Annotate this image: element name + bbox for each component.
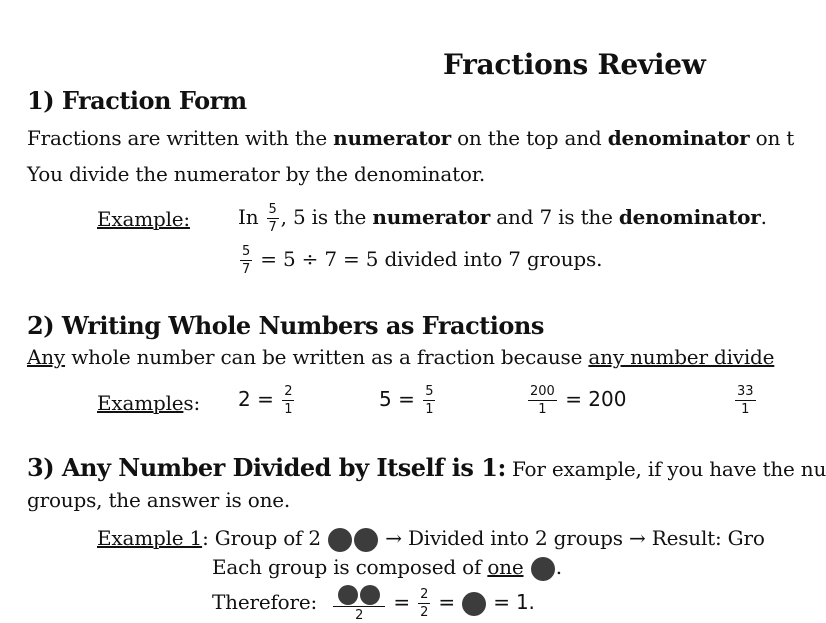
equals-sign: = bbox=[438, 590, 455, 614]
text-run: → Divided into 2 groups → Result: Gro bbox=[379, 526, 765, 550]
text-run: For example, if you have the nu bbox=[505, 457, 826, 481]
fraction bbox=[423, 385, 435, 416]
fraction-denominator: 1 bbox=[741, 402, 750, 417]
section-3-paragraph-2: groups, the answer is one. bbox=[27, 488, 291, 512]
example-200-over-1 bbox=[526, 385, 626, 416]
example-1-line-3 bbox=[212, 585, 535, 622]
dot-icon bbox=[531, 557, 555, 581]
division-equation: = 5 ÷ 7 = 5 divided into 7 groups. bbox=[260, 247, 603, 271]
example-1-line bbox=[97, 526, 765, 552]
examples-label-colon: : bbox=[193, 391, 201, 415]
dot-icon bbox=[328, 528, 352, 552]
bold-numerator: numerator bbox=[333, 126, 451, 150]
fraction-denominator: 2 bbox=[355, 608, 364, 623]
example-line-1 bbox=[238, 203, 767, 234]
text-run: , 5 is the bbox=[280, 205, 373, 229]
section-1-heading: 1) Fraction Form bbox=[27, 86, 247, 115]
dot-icon bbox=[462, 592, 486, 616]
text-run: . bbox=[555, 555, 562, 579]
bold-numerator: numerator bbox=[372, 205, 491, 229]
fraction-denominator: 1 bbox=[538, 402, 547, 417]
example-5-over-1 bbox=[379, 385, 437, 416]
fraction-denominator: 7 bbox=[268, 220, 277, 235]
dot-icon bbox=[354, 528, 378, 552]
underlined-one: one bbox=[487, 555, 524, 579]
examples-label-s: s bbox=[183, 391, 194, 415]
fraction-denominator: 2 bbox=[420, 605, 429, 620]
dot-icon bbox=[338, 585, 358, 605]
fraction-denominator: 1 bbox=[425, 402, 434, 417]
underlined-any: Any bbox=[27, 345, 66, 369]
example-label: Example: bbox=[97, 207, 190, 231]
dot-fraction bbox=[333, 585, 385, 622]
section-1-paragraph-2: You divide the numerator by the denominator. bbox=[27, 162, 486, 186]
text-run: In bbox=[238, 205, 265, 229]
equals-sign: = bbox=[393, 590, 410, 614]
example-1-label: Example 1 bbox=[97, 526, 203, 550]
text-run: Therefore: bbox=[212, 590, 324, 614]
page-title: Fractions Review bbox=[443, 48, 706, 81]
fraction-numerator: 5 bbox=[425, 384, 434, 399]
bold-denominator: denominator bbox=[618, 205, 761, 229]
examples-label bbox=[97, 391, 200, 415]
example-2-over-1 bbox=[238, 385, 296, 416]
text-run: and 7 is the bbox=[490, 205, 619, 229]
bold-denominator: denominator bbox=[607, 126, 750, 150]
fraction bbox=[528, 385, 557, 416]
section-2-paragraph bbox=[27, 345, 774, 369]
text-run: Fractions are written with the bbox=[27, 126, 334, 150]
math-text: 2 = bbox=[238, 387, 274, 411]
example-line-2 bbox=[238, 245, 602, 276]
text-run: on t bbox=[749, 126, 795, 150]
math-text: = 200 bbox=[565, 387, 627, 411]
example-33-over-1 bbox=[733, 385, 758, 416]
math-text: 5 = bbox=[379, 387, 415, 411]
section-1-paragraph-1 bbox=[27, 126, 794, 150]
fraction-numerator: 5 bbox=[268, 202, 277, 217]
fraction-denominator: 1 bbox=[284, 402, 293, 417]
text-run: Each group is composed of bbox=[212, 555, 488, 579]
section-3-heading-line bbox=[27, 453, 826, 482]
fraction-denominator: 7 bbox=[242, 262, 251, 277]
fraction-numerator bbox=[333, 585, 385, 607]
text-run: whole number can be written as a fraction because bbox=[65, 345, 589, 369]
fraction bbox=[735, 385, 756, 416]
dot-icon bbox=[360, 585, 380, 605]
fraction-5-7 bbox=[267, 203, 279, 234]
result-text: = 1. bbox=[493, 590, 535, 614]
fraction-numerator: 2 bbox=[284, 384, 293, 399]
section-2-heading: 2) Writing Whole Numbers as Fractions bbox=[27, 311, 544, 340]
fraction-numerator: 5 bbox=[242, 244, 251, 259]
examples-label-underlined: Example bbox=[97, 391, 184, 415]
fraction-5-7 bbox=[240, 245, 252, 276]
text-run: . bbox=[760, 205, 767, 229]
fraction bbox=[418, 588, 430, 619]
fraction-numerator: 33 bbox=[737, 384, 754, 399]
text-run: on the top and bbox=[450, 126, 608, 150]
fraction bbox=[282, 385, 294, 416]
section-3-heading: 3) Any Number Divided by Itself is 1: bbox=[27, 453, 506, 482]
fraction-numerator: 2 bbox=[420, 587, 429, 602]
text-run: : Group of 2 bbox=[202, 526, 328, 550]
fraction-numerator: 200 bbox=[530, 384, 555, 399]
example-1-line-2 bbox=[212, 555, 562, 581]
underlined-phrase: any number divide bbox=[588, 345, 775, 369]
